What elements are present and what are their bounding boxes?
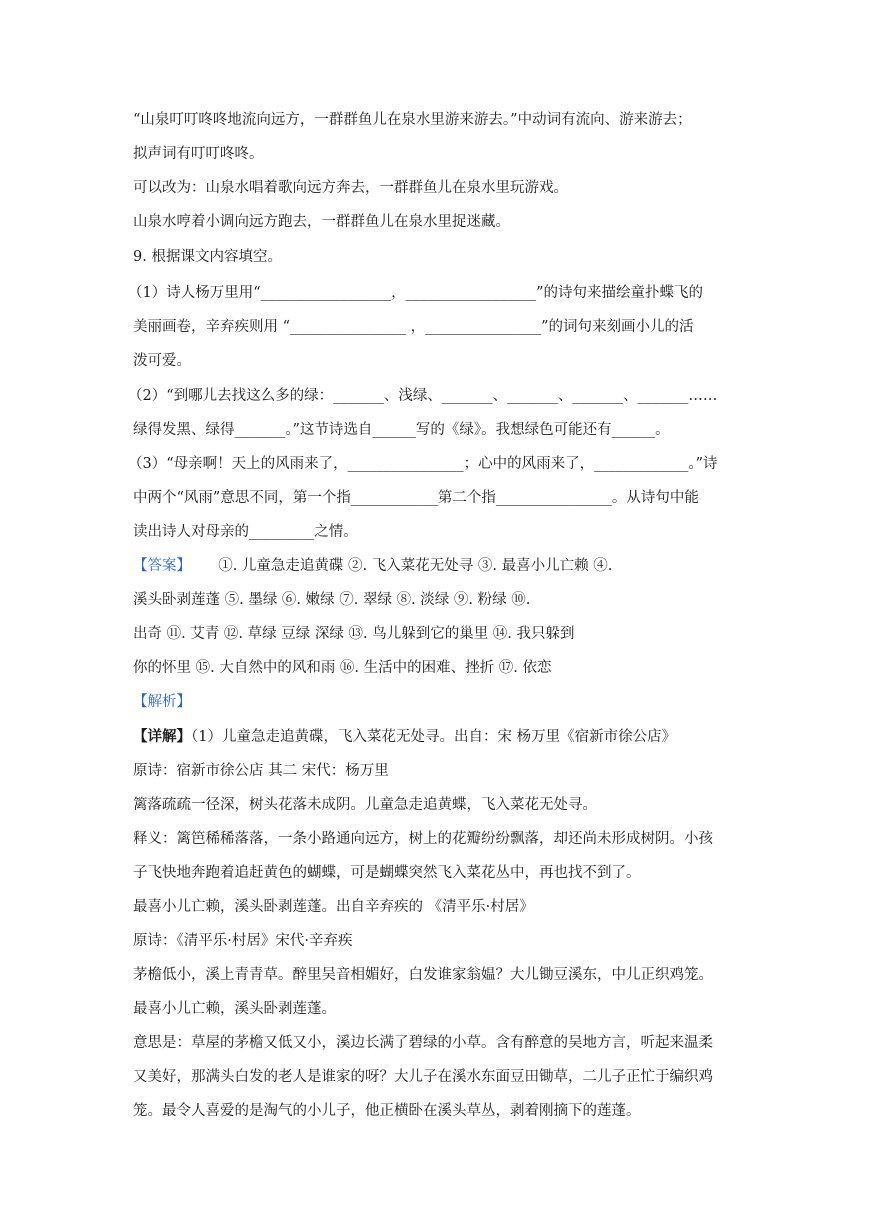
question-part-1: （1）诗人杨万里用“__________________，__________________”的诗句来描绘童扑蝶飞的 (128, 285, 704, 301)
question-part-3-cont: 读出诗人对母亲的_________之情。 (133, 524, 358, 540)
detail-text: （1）儿童急走追黄碟，飞入菜花无处寻。出自：宋 杨万里《宿新市徐公店》 (191, 729, 677, 745)
answer-line: 溪头卧剥莲蓬 ⑤. 墨绿 ⑥. 嫩绿 ⑦. 翠绿 ⑧. 淡绿 ⑨. 粉绿 ⑩. (133, 592, 531, 608)
question-part-3-cont: 中两个“风雨”意思不同，第一个指____________第二个指________________。从诗句中能 (133, 490, 699, 506)
question-part-2-cont: 绿得发黑、绿得_______。”这节诗选自______写的《绿》。我想绿色可能还有______。 (133, 422, 670, 438)
question-part-1-cont: 美丽画卷，辛弃疾则用 “________________ ，________________”的词句来刻画小儿的活 (133, 319, 694, 335)
answer-line: 出奇 ⑪. 艾青 ⑫. 草绿 豆绿 深绿 ⑬. 鸟儿躲到它的巢里 ⑭. 我只躲到 (133, 626, 575, 642)
question-part-3: （3）“母亲啊！天上的风雨来了，________________；心中的风雨来了，_____________。”诗 (128, 456, 718, 472)
detail-line: 茅檐低小，溪上青青草。醉里吴音相媚好，白发谁家翁媪？大儿锄豆溪东，中儿正织鸡笼。 (133, 967, 713, 983)
text-line: “山泉叮叮咚咚地流向远方，一群群鱼儿在泉水里游来游去。”中动词有流向、游来游去； (133, 112, 692, 128)
text-line: 可以改为：山泉水唱着歌向远方奔去，一群群鱼儿在泉水里玩游戏。 (133, 180, 568, 196)
detail-line: 最喜小儿亡赖，溪头卧剥莲蓬。出自辛弃疾的 《清平乐·村居》 (133, 899, 534, 915)
answer-text: ①. 儿童急走追黄碟 ②. 飞入菜花无处寻 ③. 最喜小儿亡赖 ④. (218, 558, 613, 574)
detail-line: 原诗：《清平乐·村居》宋代·辛弃疾 (133, 933, 353, 949)
question-part-1-cont: 泼可爱。 (133, 353, 191, 369)
detail-line: 篱落疏疏一径深，树头花落未成阴。儿童急走追黄蝶，飞入菜花无处寻。 (133, 797, 597, 813)
detail-line: 笼。最令人喜爱的是淘气的小儿子，他正横卧在溪头草丛，剥着刚摘下的莲蓬。 (133, 1103, 641, 1119)
detail-line: 原诗：宿新市徐公店 其二 宋代：杨万里 (133, 763, 389, 779)
detail-line: 意思是：草屋的茅檐又低又小，溪边长满了碧绿的小草。含有醉意的吴地方言，听起来温柔 (133, 1035, 713, 1051)
detail-line (133, 727, 676, 747)
question-heading: 9. 根据课文内容填空。 (133, 249, 282, 265)
analysis-tag: 【解析】 (133, 694, 191, 710)
text-line: 拟声词有叮叮咚咚。 (133, 146, 264, 162)
detail-line: 释义：篱笆稀稀落落，一条小路通向远方，树上的花瓣纷纷飘落，却还尚未形成树阴。小孩 (133, 831, 713, 847)
question-part-2: （2）“到哪儿去找这么多的绿：_______、浅绿、_______、_______、_______、_______…… (128, 388, 718, 404)
answer-line: 你的怀里 ⑮. 大自然中的风和雨 ⑯. 生活中的困难、挫折 ⑰. 依恋 (133, 660, 552, 676)
answer-tag: 【答案】 (133, 558, 191, 574)
text-line: 山泉水哼着小调向远方跑去，一群群鱼儿在泉水里捉迷藏。 (133, 214, 510, 230)
detail-line: 又美好，那满头白发的老人是谁家的呀？大儿子在溪水东面豆田锄草，二儿子正忙于编织鸡 (133, 1069, 713, 1085)
detail-line: 子飞快地奔跑着追赶黄色的蝴蝶，可是蝴蝶突然飞入菜花丛中，再也找不到了。 (133, 865, 641, 881)
detail-tag: 【详解】 (133, 728, 191, 745)
detail-line: 最喜小儿亡赖，溪头卧剥莲蓬。 (133, 1001, 336, 1017)
answer-line (133, 556, 612, 576)
